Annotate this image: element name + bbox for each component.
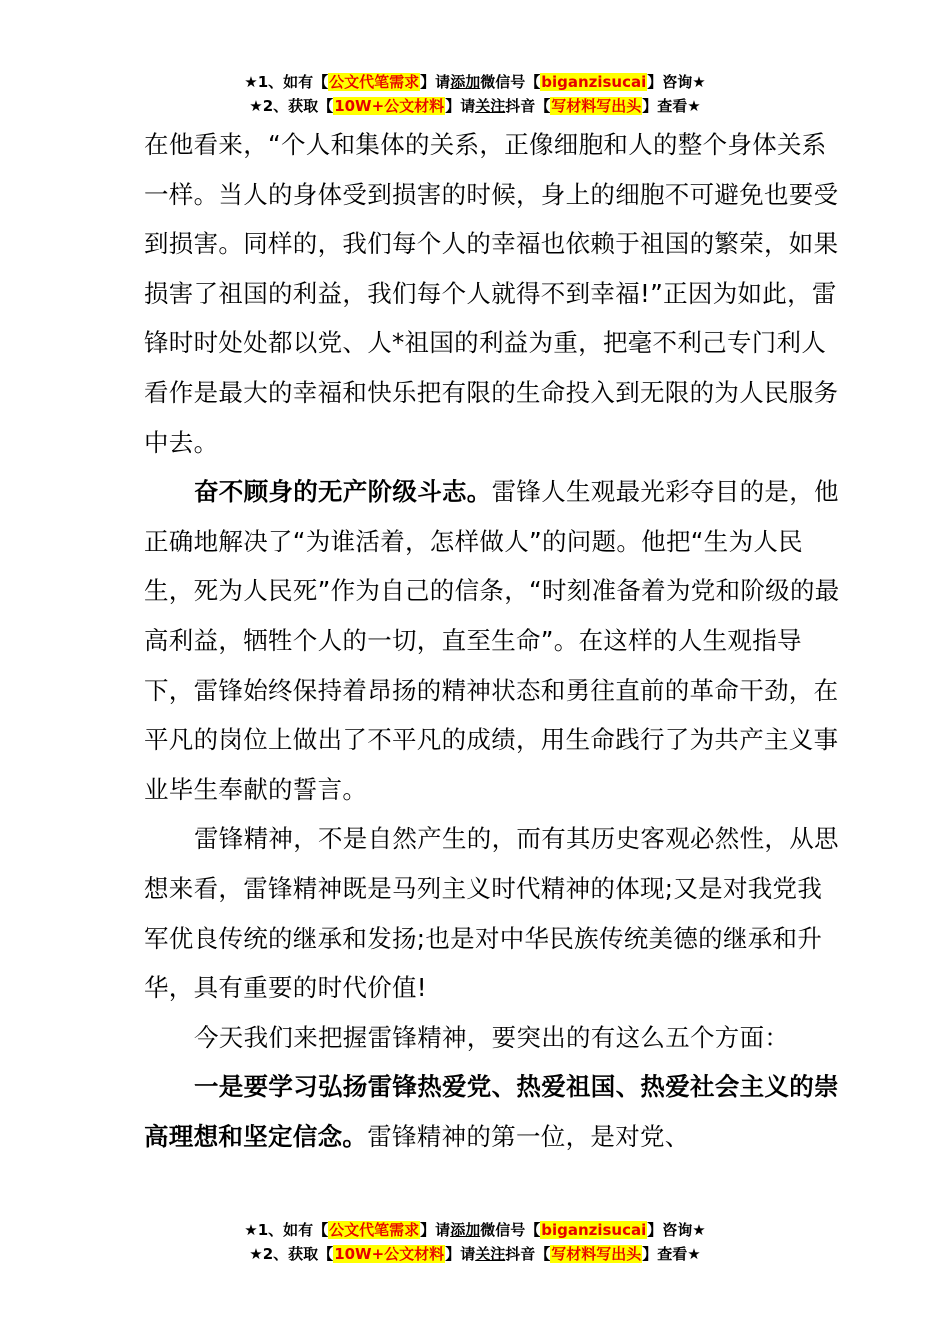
paragraph xyxy=(144,120,844,467)
banner-line-1 xyxy=(0,1218,950,1242)
banner-text: 】咨询★ xyxy=(647,73,706,91)
banner-text: 抖音【 xyxy=(505,97,551,115)
paragraph xyxy=(144,1062,844,1161)
banner-highlight: biganzisucai xyxy=(541,1221,647,1239)
banner-highlight: 写材料写出头 xyxy=(551,1245,642,1263)
banner-line-2 xyxy=(0,1242,950,1266)
banner-underline: 添加 xyxy=(450,73,481,91)
banner-text: ★1、如有【 xyxy=(244,1221,329,1239)
banner-text: 】咨询★ xyxy=(647,1221,706,1239)
banner-text: 】请 xyxy=(420,1221,451,1239)
banner-highlight: 10W+公文材料 xyxy=(334,97,445,115)
paragraph-lead: 一是要学习弘扬雷锋热爱党、热爱祖国、热爱社会主义的崇高理想和坚定信念。 xyxy=(144,1072,839,1151)
banner-text: 微信号【 xyxy=(480,73,541,91)
paragraph-text: 雷锋精神，不是自然产生的，而有其历史客观必然性，从思想来看，雷锋精神既是马列主义时代精神的体现;又是对我党我军优良传统的继承和发扬;也是对中华民族传统美德的继承和升华，具有重要的时代价值! xyxy=(144,824,839,1003)
banner-text: ★2、获取【 xyxy=(249,1245,334,1263)
paragraph-text: 雷锋人生观最光彩夺目的是，他正确地解决了“为谁活着，怎样做人”的问题。他把“生为人民生，死为人民死”作为自己的信条，“时刻准备着为党和阶级的最高利益，牺牲个人的一切，直至生命”。在这样的人生观指导下，雷锋始终保持着昂扬的精神状态和勇往直前的革命干劲，在平凡的岗位上做出了不平凡的成绩，用生命践行了为共产主义事业毕生奉献的誓言。 xyxy=(144,477,840,804)
banner-highlight: 公文代笔需求 xyxy=(329,1221,420,1239)
banner-text: 微信号【 xyxy=(480,1221,541,1239)
banner-underline: 关注 xyxy=(475,97,506,115)
banner-underline: 添加 xyxy=(450,1221,481,1239)
paragraph-text: 在他看来，“个人和集体的关系，正像细胞和人的整个身体关系一样。当人的身体受到损害的时候，身上的细胞不可避免也要受到损害。同样的，我们每个人的幸福也依赖于祖国的繁荣，如果损害了祖国的利益，我们每个人就得不到幸福!”正因为如此，雷锋时时处处都以党、人*祖国的利益为重，把毫不利己专门利人看作是最大的幸福和快乐把有限的生命投入到无限的为人民服务中去。 xyxy=(144,130,839,457)
banner-line-1 xyxy=(0,70,950,94)
paragraph xyxy=(144,814,844,1012)
banner-underline: 关注 xyxy=(475,1245,506,1263)
banner-text: 】请 xyxy=(445,97,476,115)
paragraph-text: 今天我们来把握雷锋精神，要突出的有这么五个方面： xyxy=(194,1022,790,1052)
banner-text: 】请 xyxy=(420,73,451,91)
paragraph-text: 雷锋精神的第一位，是对党、 xyxy=(367,1121,690,1151)
banner-text: 抖音【 xyxy=(505,1245,551,1263)
banner-line-2 xyxy=(0,94,950,118)
banner-text: ★1、如有【 xyxy=(244,73,329,91)
banner-highlight: 写材料写出头 xyxy=(551,97,642,115)
document-body xyxy=(144,120,844,1161)
paragraph xyxy=(144,1013,844,1063)
banner-text: ★2、获取【 xyxy=(249,97,334,115)
banner-text: 】查看★ xyxy=(642,1245,701,1263)
paragraph xyxy=(144,467,844,814)
footer-banner xyxy=(0,1218,950,1266)
banner-highlight: biganzisucai xyxy=(541,73,647,91)
header-banner xyxy=(0,70,950,118)
banner-highlight: 10W+公文材料 xyxy=(334,1245,445,1263)
paragraph-lead: 奋不顾身的无产阶级斗志。 xyxy=(194,477,492,507)
banner-text: 】查看★ xyxy=(642,97,701,115)
banner-text: 】请 xyxy=(445,1245,476,1263)
banner-highlight: 公文代笔需求 xyxy=(329,73,420,91)
